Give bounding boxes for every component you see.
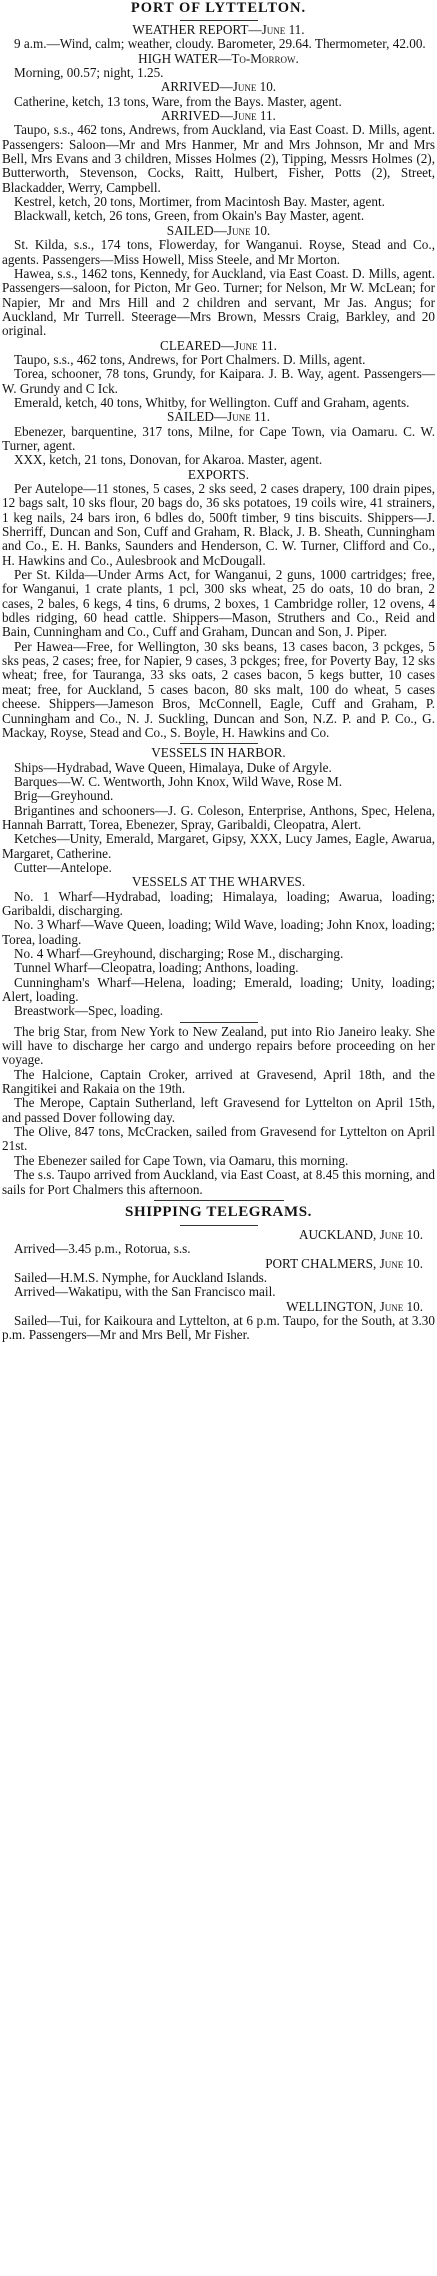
shipping-entry: Torea, schooner, 78 tons, Grundy, for Kaipara. J. B. Way, agent. Passengers—W. Grundy and C Ick. <box>2 366 435 396</box>
wharf-entry: No. 3 Wharf—Wave Queen, loading; Wild Wave, loading; John Knox, loading; Torea, loading. <box>2 917 435 947</box>
shipping-entry: Blackwall, ketch, 26 tons, Green, from Okain's Bay Master, agent. <box>14 208 365 224</box>
page-title: PORT OF LYTTELTON. <box>130 0 307 16</box>
export-entry: Per Autelope—11 stones, 5 cases, 2 sks seed, 2 cases drapery, 100 drain pipes, 12 bags salt, 10 sks flour, 20 bags do, 36 sks potatoes, 19 coils wire, 41 strainers, 1 keg nails, 24 bars iron, 6 bdles do, 500ft timber, 9 tins biscuits. Shippers—J. Sherriff, Duncan and Son, Cuff and Graham, R. Black, J. B. Sheath, Cunningham and Co., E. H. Banks, Saunders and Henderson, C. W. Turner, Clifford and Co., H. Hawkins and Co., Aulesbrook and McDougall. <box>2 481 435 568</box>
sailed-june-10 <box>2 224 435 339</box>
shipping-news <box>2 1025 435 1197</box>
shipping-entry: Hawea, s.s., 1462 tons, Kennedy, for Auckland, via East Coast. D. Mills, agent. Passengers—saloon, for Picton, Mr Geo. Turner; for Nelson, Mr W. McLean; for Napier, Mr and Mrs Hill and 2 children and servant, Mr Jas. Angus; for Auckland, Mr Turrell. Steerage—Mrs Brown, Messrs Craig, Barkley, and 20 original. <box>2 265 435 339</box>
news-paragraph: The brig Star, from New York to New Zealand, put into Rio Janeiro leaky. She will have to discharge her cargo and undergo repairs before proceeding on her voyage. <box>2 1023 435 1068</box>
arrived-june-10 <box>2 80 435 109</box>
auckland-dateline: AUCKLAND, June 10. <box>299 1226 423 1242</box>
high-water-heading: HIGH WATER—To-Morrow. <box>138 50 299 66</box>
shipping-telegrams <box>2 1203 435 1343</box>
port-chalmers-dateline: PORT CHALMERS, June 10. <box>265 1255 423 1271</box>
telegram-entry: Arrived—Wakatipu, with the San Francisco mail. <box>14 1284 276 1300</box>
harbor-entry: Ketches—Unity, Emerald, Margaret, Gipsy, XXX, Lucy James, Eagle, Awarua, Margaret, Catherine. <box>2 831 435 861</box>
wharves-heading: VESSELS AT THE WHARVES. <box>131 874 306 890</box>
exports-heading: EXPORTS. <box>187 466 250 482</box>
shipping-entry: Emerald, ketch, 40 tons, Whitby, for Wellington. Cuff and Graham, agents. <box>14 394 410 410</box>
arrived-june-11-heading: ARRIVED—June 11. <box>161 108 276 124</box>
news-paragraph: The s.s. Taupo arrived from Auckland, via East Coast, at 8.45 this morning, and sails for Port Chalmers this afternoon. <box>2 1167 435 1197</box>
vessels-in-harbor <box>2 746 435 875</box>
wharf-entry: No. 1 Wharf—Hydrabad, loading; Himalaya, loading; Awarua, loading; Garibaldi, discharging. <box>2 888 435 918</box>
telegram-entry: Arrived—3.45 p.m., Rotorua, s.s. <box>14 1241 191 1257</box>
shipping-entry: Catherine, ketch, 13 tons, Ware, from the Bays. Master, agent. <box>14 93 342 109</box>
arrived-june-10-heading: ARRIVED—June 10. <box>160 79 277 95</box>
weather-heading: WEATHER REPORT—June 11. <box>132 22 305 37</box>
vessels-at-wharves <box>2 875 435 1018</box>
divider <box>180 20 258 21</box>
shipping-entry: XXX, ketch, 21 tons, Donovan, for Akaroa. Master, agent. <box>14 452 323 468</box>
sailed-june-11 <box>2 410 435 467</box>
harbor-entry: Brigantines and schooners—J. G. Coleson, Enterprise, Anthons, Spec, Helena, Hannah Barratt, Torea, Ebenezer, Spray, Garibaldi, Cleopatra, Alert. <box>2 802 435 832</box>
export-entry: Per St. Kilda—Under Arms Act, for Wanganui, 2 guns, 1000 cartridges; free, for Wanganui, 1 crate plants, 1 pcl, 300 sks wheat, 25 do oats, 10 do bran, 2 cases, 2 bales, 6 kegs, 4 tins, 6 drums, 2 boxes, 1 Cambridge roller, 12 ovens, 4 bdles ridging, 60 head cattle. Shippers—Mason, Struthers and Co., Reid and Bain, Cunningham and Co., Cuff and Graham, Duncan and Son, J. Piper. <box>2 567 435 640</box>
sailed-june-11-heading: SAILED—June 11. <box>167 409 270 425</box>
news-paragraph: The Olive, 847 tons, McCracken, sailed from Gravesend for Lyttelton on April 21st. <box>2 1124 435 1154</box>
shipping-entry: Ebenezer, barquentine, 317 tons, Milne, for Cape Town, via Oamaru. C. W. Turner, agent. <box>2 423 435 453</box>
export-entry: Per Hawea—Free, for Wellington, 30 sks beans, 13 cases bacon, 3 pckges, 5 sks peas, 2 cases; free, for Napier, 9 cases, 3 pckges; free, for Poverty Bay, 12 sks wheat; free, for Tauranga, 33 sks oats, 2 cases bacon, 5 kegs butter, 10 cases meat; free, for Auckland, 5 cases bacon, 80 sks malt, 100 do wheat, 5 cases cheese. Shippers—Jameson Bros, McConnell, Eagle, Cuff and Graham, P. Cunningham and Co., N. J. Suckling, Duncan and Son, N.Z. P. and P. Co., G. Mackay, Royse, Stead and Co., S. Boyle, H. Hawkins and Co. <box>2 638 435 740</box>
wharf-entry: Breastwork—Spec, loading. <box>14 1003 164 1019</box>
divider <box>154 1200 284 1201</box>
wellington-dateline: WELLINGTON, June 10. <box>286 1298 423 1314</box>
divider <box>180 743 258 744</box>
telegram-entry: Sailed—Tui, for Kaikoura and Lyttelton, at 6 p.m. Taupo, for the South, at 3.30 p.m. Passengers—Mr and Mrs Bell, Mr Fisher. <box>2 1312 435 1343</box>
telegrams-heading: SHIPPING TELEGRAMS. <box>125 1203 312 1220</box>
shipping-entry: St. Kilda, s.s., 174 tons, Flowerday, for Wanganui. Royse, Stead and Co., agents. Passengers—Miss Howell, Miss Steele, and Mr Morton. <box>2 237 435 267</box>
cleared-june-11-heading: CLEARED—June 11. <box>160 337 277 353</box>
weather-text: 9 a.m.—Wind, calm; weather, cloudy. Barometer, 29.64. Thermometer, 42.00. <box>14 36 426 52</box>
high-water-text: Morning, 00.57; night, 1.25. <box>14 65 164 81</box>
cleared-june-11 <box>2 339 435 411</box>
harbor-entry: Ships—Hydrabad, Wave Queen, Himalaya, Duke of Argyle. <box>14 759 332 775</box>
news-paragraph: The Merope, Captain Sutherland, left Gravesend for Lyttelton on April 15th, and passed Dover following day. <box>2 1095 435 1125</box>
harbor-heading: VESSELS IN HARBOR. <box>151 745 286 761</box>
harbor-entry: Brig—Greyhound. <box>14 788 114 804</box>
wharf-entry: No. 4 Wharf—Greyhound, discharging; Rose M., discharging. <box>14 946 344 961</box>
harbor-entry: Barques—W. C. Wentworth, John Knox, Wild Wave, Rose M. <box>14 773 342 789</box>
divider <box>180 1225 258 1226</box>
wharf-entry: Cunningham's Wharf—Helena, loading; Emerald, loading; Unity, loading; Alert, loading. <box>2 974 435 1005</box>
telegram-entry: Sailed—H.M.S. Nymphe, for Auckland Islands. <box>14 1269 268 1285</box>
divider <box>180 1022 258 1023</box>
wharf-entry: Tunnel Wharf—Cleopatra, loading; Anthons, loading. <box>14 960 299 976</box>
weather-report <box>2 23 435 80</box>
harbor-entry: Cutter—Antelope. <box>14 859 112 875</box>
news-paragraph: The Ebenezer sailed for Cape Town, via Oamaru, this morning. <box>14 1152 349 1168</box>
sailed-june-10-heading: SAILED—June 10. <box>166 222 271 238</box>
news-paragraph: The Halcione, Captain Croker, arrived at Gravesend, April 18th, and the Rangitikei and Rakaia on the 19th. <box>2 1066 435 1097</box>
shipping-entry: Kestrel, ketch, 20 tons, Mortimer, from Macintosh Bay. Master, agent. <box>14 194 385 210</box>
arrived-june-11 <box>2 109 435 224</box>
shipping-entry: Taupo, s.s., 462 tons, Andrews, from Auckland, via East Coast. D. Mills, agent. Passengers: Saloon—Mr and Mrs Hanmer, Mr and Mrs Johnson, Mr and Mrs Bell, Mrs Evans and 3 children, Misses Holmes (2), Tipping, Messrs Holmes (2), Butterworth, Stevenson, Cocks, Raitt, Hulbert, Fisher, Potts (2), Street, Blackadder, Werry, Campbell. <box>2 122 435 195</box>
exports <box>2 468 435 741</box>
shipping-entry: Taupo, s.s., 462 tons, Andrews, for Port Chalmers. D. Mills, agent. <box>14 351 366 367</box>
